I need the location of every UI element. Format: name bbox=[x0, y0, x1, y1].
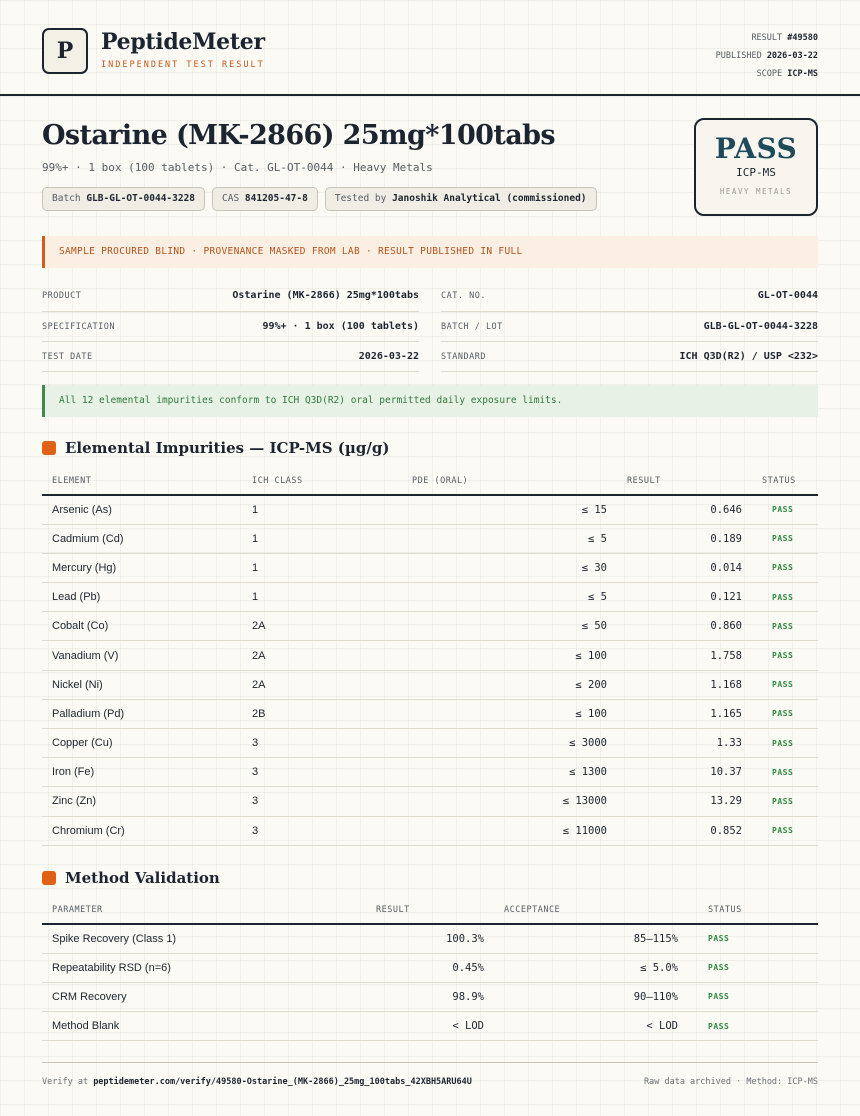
table-header-row bbox=[42, 467, 818, 495]
result-cell: 0.852 bbox=[617, 816, 752, 845]
acceptance-cell: ≤ 5.0% bbox=[494, 953, 688, 982]
class-cell: 2A bbox=[242, 641, 402, 670]
parameter-cell: Spike Recovery (Class 1) bbox=[42, 924, 366, 953]
pde-cell: ≤ 200 bbox=[402, 670, 617, 699]
batch-value: GLB-GL-OT-0044-3228 bbox=[703, 321, 818, 332]
page-subtitle: 99%+ · 1 box (100 tablets) · Cat. GL-OT-0044 · Heavy Metals bbox=[42, 161, 433, 174]
chip-value: Janoshik Analytical (commissioned) bbox=[392, 193, 587, 204]
element-cell: Cadmium (Cd) bbox=[42, 524, 242, 553]
status-badge: PASS bbox=[752, 524, 818, 553]
element-cell: Zinc (Zn) bbox=[42, 787, 242, 816]
status-badge: PASS bbox=[752, 553, 818, 582]
table-row bbox=[42, 787, 818, 816]
element-cell: Palladium (Pd) bbox=[42, 699, 242, 728]
validation-table bbox=[42, 896, 818, 1041]
spec-value: 99%+ · 1 box (100 tablets) bbox=[262, 321, 419, 332]
result-label: RESULT bbox=[751, 33, 783, 43]
brand-name: PeptideMeter bbox=[101, 29, 265, 55]
element-cell: Vanadium (V) bbox=[42, 641, 242, 670]
test-date-value: 2026-03-22 bbox=[358, 351, 419, 362]
col-status: STATUS bbox=[688, 896, 818, 924]
pde-cell: ≤ 1300 bbox=[402, 758, 617, 787]
result-cell: 0.45% bbox=[366, 953, 494, 982]
table-row bbox=[42, 1012, 818, 1041]
divider bbox=[441, 371, 818, 372]
result-cell: 1.165 bbox=[617, 699, 752, 728]
status-badge: PASS bbox=[688, 982, 818, 1011]
element-cell: Nickel (Ni) bbox=[42, 670, 242, 699]
status-badge: PASS bbox=[752, 699, 818, 728]
acceptance-cell: 85–115% bbox=[494, 924, 688, 953]
chip-label: Tested by bbox=[334, 193, 387, 204]
validation-heading bbox=[42, 869, 220, 887]
table-row bbox=[42, 729, 818, 758]
result-cell: 0.860 bbox=[617, 612, 752, 641]
conformance-banner: All 12 elemental impurities conform to ICH Q3D(R2) oral permitted daily exposure limits. bbox=[42, 385, 818, 417]
result-cell: 0.646 bbox=[617, 495, 752, 524]
divider bbox=[42, 371, 419, 372]
element-cell: Cobalt (Co) bbox=[42, 612, 242, 641]
col-class: ICH CLASS bbox=[242, 467, 402, 495]
result-cell: 1.758 bbox=[617, 641, 752, 670]
result-cell: < LOD bbox=[366, 1012, 494, 1041]
divider bbox=[42, 311, 419, 312]
table-row bbox=[42, 583, 818, 612]
product-value: Ostarine (MK-2866) 25mg*100tabs bbox=[232, 290, 419, 301]
stamp-method: ICP-MS bbox=[736, 166, 776, 179]
product-label: PRODUCT bbox=[42, 291, 82, 301]
col-parameter: PARAMETER bbox=[42, 896, 366, 924]
impurities-table bbox=[42, 467, 818, 846]
table-row bbox=[42, 495, 818, 524]
published-date: 2026-03-22 bbox=[766, 51, 818, 61]
element-cell: Iron (Fe) bbox=[42, 758, 242, 787]
class-cell: 3 bbox=[242, 816, 402, 845]
pass-stamp bbox=[694, 118, 818, 216]
section-marker-icon bbox=[42, 871, 56, 885]
blind-notice: SAMPLE PROCURED BLIND · PROVENANCE MASKED FROM LAB · RESULT PUBLISHED IN FULL bbox=[42, 236, 818, 268]
cas-chip bbox=[212, 187, 318, 211]
status-badge: PASS bbox=[752, 641, 818, 670]
table-row bbox=[42, 524, 818, 553]
table-header-row bbox=[42, 896, 818, 924]
result-cell: 10.37 bbox=[617, 758, 752, 787]
pde-cell: ≤ 100 bbox=[402, 641, 617, 670]
divider bbox=[441, 341, 818, 342]
status-badge: PASS bbox=[752, 583, 818, 612]
element-cell: Chromium (Cr) bbox=[42, 816, 242, 845]
chip-value: GLB-GL-OT-0044-3228 bbox=[86, 193, 196, 204]
result-cell: 1.168 bbox=[617, 670, 752, 699]
scope-value: ICP-MS bbox=[787, 69, 818, 79]
verify-prefix: Verify at bbox=[42, 1077, 89, 1087]
pde-cell: ≤ 11000 bbox=[402, 816, 617, 845]
class-cell: 3 bbox=[242, 729, 402, 758]
table-row bbox=[42, 553, 818, 582]
stamp-verdict: PASS bbox=[714, 132, 798, 165]
verify-link[interactable]: peptidemeter.com/verify/49580-Ostarine_(MK-2866)_25mg_100tabs_42XBH5ARU64U bbox=[93, 1077, 472, 1087]
result-cell: 0.014 bbox=[617, 553, 752, 582]
result-cell: 0.189 bbox=[617, 524, 752, 553]
acceptance-cell: < LOD bbox=[494, 1012, 688, 1041]
scope-label: SCOPE bbox=[756, 69, 783, 79]
footer-divider bbox=[42, 1062, 818, 1063]
batch-label: BATCH / LOT bbox=[441, 322, 503, 332]
status-badge: PASS bbox=[752, 495, 818, 524]
table-row bbox=[42, 641, 818, 670]
col-status: STATUS bbox=[752, 467, 818, 495]
standard-label: STANDARD bbox=[441, 352, 486, 362]
stamp-scope: HEAVY METALS bbox=[719, 187, 793, 196]
chip-label: CAS bbox=[222, 193, 240, 204]
class-cell: 2A bbox=[242, 612, 402, 641]
table-row bbox=[42, 816, 818, 845]
status-badge: PASS bbox=[688, 953, 818, 982]
parameter-cell: CRM Recovery bbox=[42, 982, 366, 1011]
result-cell: 100.3% bbox=[366, 924, 494, 953]
cat-value: GL-OT-0044 bbox=[757, 290, 818, 301]
result-cell: 0.121 bbox=[617, 583, 752, 612]
parameter-cell: Repeatability RSD (n=6) bbox=[42, 953, 366, 982]
divider bbox=[441, 311, 818, 312]
status-badge: PASS bbox=[752, 670, 818, 699]
col-pde: PDE (ORAL) bbox=[402, 467, 617, 495]
table-row bbox=[42, 699, 818, 728]
col-acceptance: ACCEPTANCE bbox=[494, 896, 688, 924]
pde-cell: ≤ 30 bbox=[402, 553, 617, 582]
brand-logo: P bbox=[42, 28, 88, 74]
spec-label: SPECIFICATION bbox=[42, 322, 116, 332]
page-title: Ostarine (MK-2866) 25mg*100tabs bbox=[42, 120, 556, 151]
impurities-heading bbox=[42, 439, 389, 457]
published-label: PUBLISHED bbox=[715, 51, 762, 61]
element-cell: Mercury (Hg) bbox=[42, 553, 242, 582]
status-badge: PASS bbox=[752, 729, 818, 758]
class-cell: 1 bbox=[242, 553, 402, 582]
footer-note: Raw data archived · Method: ICP-MS bbox=[644, 1077, 818, 1087]
result-cell: 13.29 bbox=[617, 787, 752, 816]
report-header bbox=[0, 0, 860, 96]
brand-tagline: INDEPENDENT TEST RESULT bbox=[101, 60, 265, 70]
pde-cell: ≤ 3000 bbox=[402, 729, 617, 758]
divider bbox=[42, 341, 419, 342]
acceptance-cell: 90–110% bbox=[494, 982, 688, 1011]
pde-cell: ≤ 5 bbox=[402, 583, 617, 612]
class-cell: 2A bbox=[242, 670, 402, 699]
class-cell: 2B bbox=[242, 699, 402, 728]
pde-cell: ≤ 15 bbox=[402, 495, 617, 524]
chip-value: 841205-47-8 bbox=[244, 193, 308, 204]
info-chips bbox=[42, 187, 597, 211]
status-badge: PASS bbox=[752, 787, 818, 816]
class-cell: 3 bbox=[242, 758, 402, 787]
class-cell: 1 bbox=[242, 524, 402, 553]
status-badge: PASS bbox=[752, 612, 818, 641]
table-row bbox=[42, 670, 818, 699]
chip-label: Batch bbox=[52, 193, 81, 204]
table-row bbox=[42, 924, 818, 953]
parameter-cell: Method Blank bbox=[42, 1012, 366, 1041]
class-cell: 1 bbox=[242, 495, 402, 524]
pde-cell: ≤ 100 bbox=[402, 699, 617, 728]
section-marker-icon bbox=[42, 441, 56, 455]
result-number: #49580 bbox=[787, 33, 818, 43]
col-result: RESULT bbox=[366, 896, 494, 924]
class-cell: 3 bbox=[242, 787, 402, 816]
status-badge: PASS bbox=[688, 924, 818, 953]
pde-cell: ≤ 5 bbox=[402, 524, 617, 553]
verify-text bbox=[42, 1077, 472, 1087]
cat-label: CAT. NO. bbox=[441, 291, 486, 301]
impurities-title: Elemental Impurities — ICP-MS (µg/g) bbox=[65, 439, 390, 457]
table-row bbox=[42, 612, 818, 641]
element-cell: Copper (Cu) bbox=[42, 729, 242, 758]
status-badge: PASS bbox=[688, 1012, 818, 1041]
result-cell: 1.33 bbox=[617, 729, 752, 758]
col-result: RESULT bbox=[617, 467, 752, 495]
pde-cell: ≤ 50 bbox=[402, 612, 617, 641]
pde-cell: ≤ 13000 bbox=[402, 787, 617, 816]
standard-value: ICH Q3D(R2) / USP <232> bbox=[679, 351, 818, 362]
validation-title: Method Validation bbox=[65, 869, 220, 887]
element-cell: Arsenic (As) bbox=[42, 495, 242, 524]
class-cell: 1 bbox=[242, 583, 402, 612]
result-cell: 98.9% bbox=[366, 982, 494, 1011]
report-meta bbox=[716, 29, 818, 83]
table-row bbox=[42, 953, 818, 982]
batch-chip bbox=[42, 187, 205, 211]
table-row bbox=[42, 758, 818, 787]
table-row bbox=[42, 982, 818, 1011]
col-element: ELEMENT bbox=[42, 467, 242, 495]
tested-by-chip bbox=[325, 187, 597, 211]
status-badge: PASS bbox=[752, 816, 818, 845]
element-cell: Lead (Pb) bbox=[42, 583, 242, 612]
test-date-label: TEST DATE bbox=[42, 352, 93, 362]
status-badge: PASS bbox=[752, 758, 818, 787]
